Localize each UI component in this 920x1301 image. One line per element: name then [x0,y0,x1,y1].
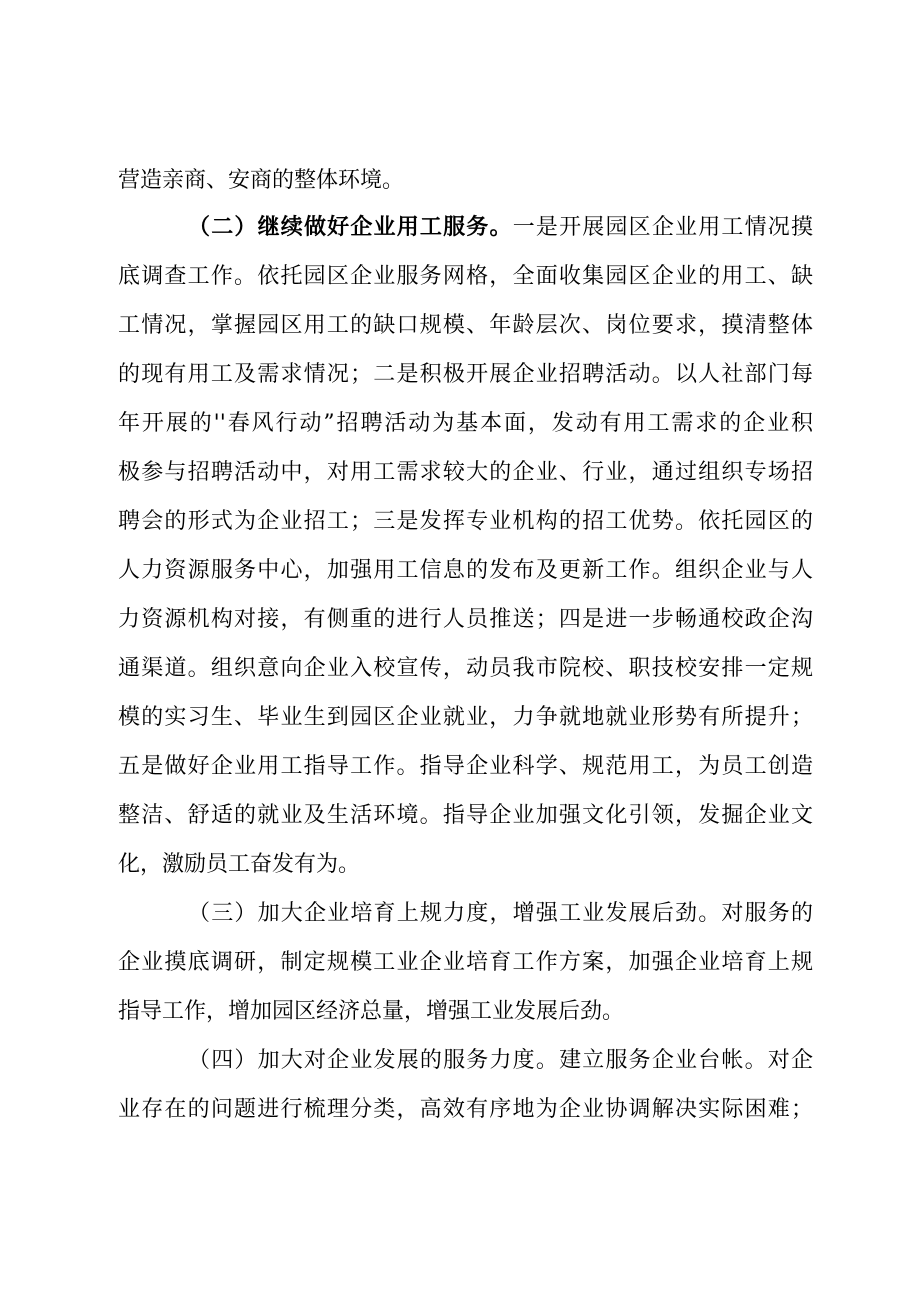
text-line: 指导工作，增加园区经济总量，增强工业发展后劲。 [118,999,625,1024]
text-line: 聘会的形式为企业招工；三是发挥专业机构的招工优势。依托园区的 [118,509,813,534]
text-span: 一是开展园区企业用工情况摸 [512,215,813,240]
text-line: 企业摸底调研，制定规模工业企业培育工作方案，加强企业培育上规 [118,950,813,975]
text-line: 整洁、舒适的就业及生活环境。指导企业加强文化引领，发掘企业文 [118,803,813,828]
text-line: 人力资源服务中心，加强用工信息的发布及更新工作。组织企业与人 [118,558,813,583]
text-line: 营造亲商、安商的整体环境。 [118,168,405,193]
text-line: 化，激励员工奋发有为。 [118,852,361,877]
text-line: 模的实习生、毕业生到园区企业就业，力争就地就业形势有所提升； [118,705,813,730]
text-line: 业存在的问题进行梳理分类，高效有序地为企业协调解决实际困难； [118,1097,813,1122]
text-line: 的现有用工及需求情况；二是积极开展企业招聘活动。以人社部门每 [118,362,813,387]
text-line: 极参与招聘活动中，对用工需求较大的企业、行业，通过组织专场招 [118,460,813,485]
text-line: 工情况，掌握园区用工的缺口规模、年龄层次、岗位要求，摸清整体 [118,313,813,338]
section-3-line: （三）加大企业培育上规力度，增强工业发展后劲。对服务的 [188,901,813,926]
section-heading: （二）继续做好企业用工服务。 [188,214,513,240]
text-line: 底调查工作。依托园区企业服务网格，全面收集园区企业的用工、缺 [118,264,813,289]
text-line: 五是做好企业用工指导工作。指导企业科学、规范用工，为员工创造 [118,754,813,779]
section-2-heading-line [188,205,813,249]
text-line: 年开展的''春风行动”招聘活动为基本面，发动有用工需求的企业积 [118,411,813,436]
text-line: 力资源机构对接，有侧重的进行人员推送；四是进一步畅通校政企沟 [118,607,813,632]
text-line: 通渠道。组织意向企业入校宣传，动员我市院校、职技校安排一定规 [118,656,813,681]
section-4-line: （四）加大对企业发展的服务力度。建立服务企业台帐。对企 [188,1048,813,1073]
